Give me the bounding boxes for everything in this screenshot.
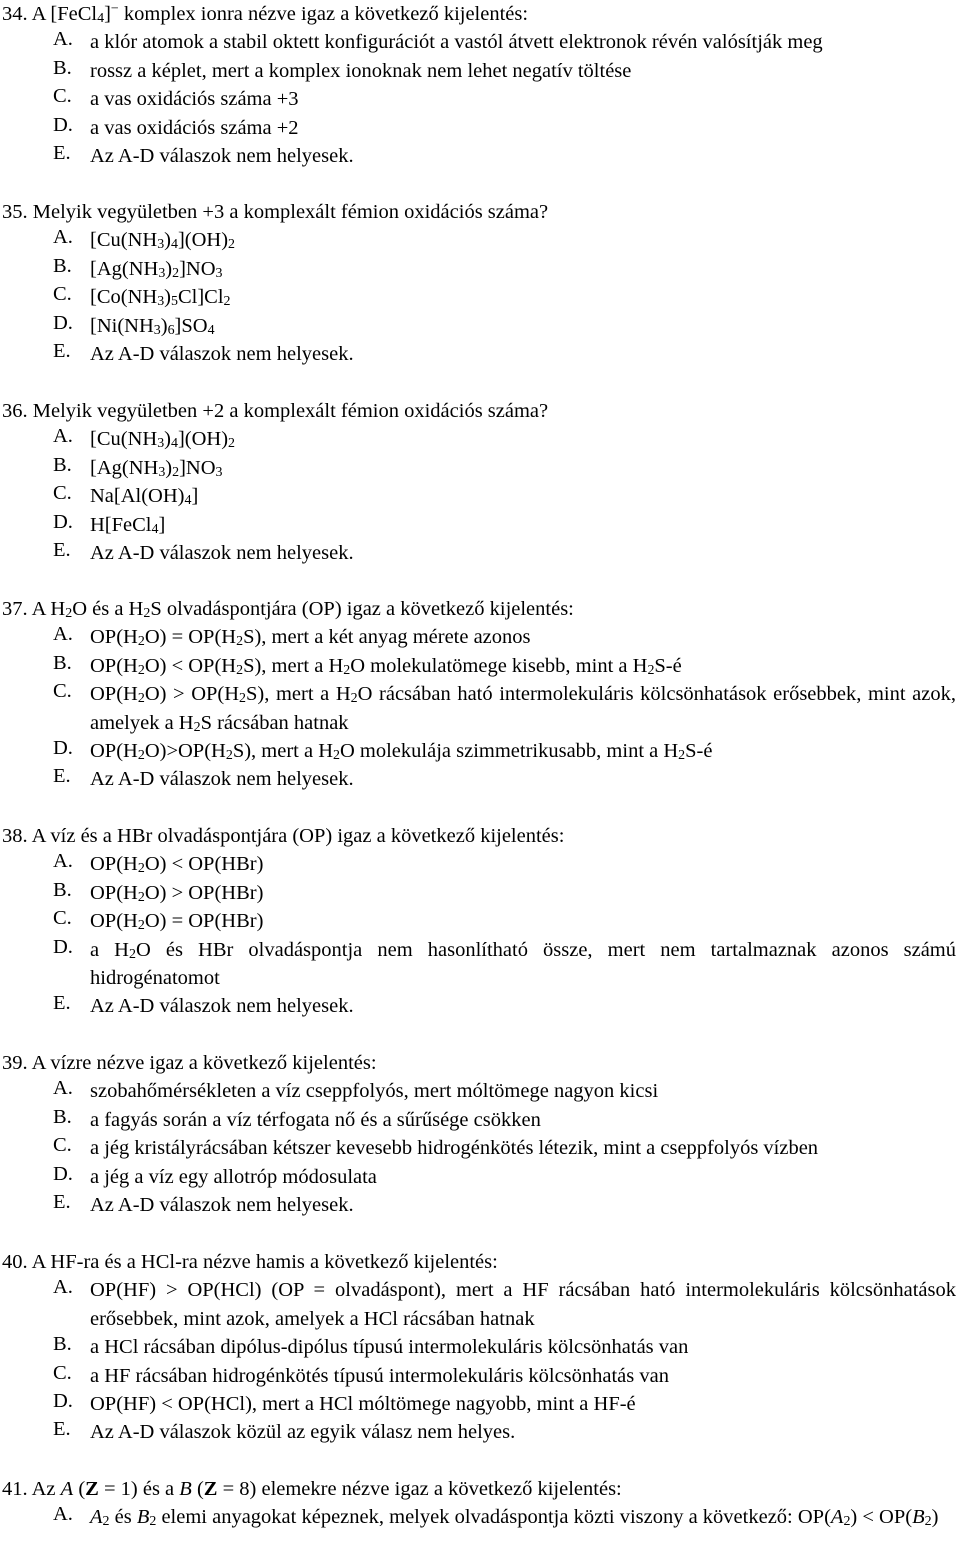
option-text: OP(HF) < OP(HCl), mert a HCl móltömege nagyobb, mint a HF-é	[90, 1393, 636, 1416]
answer-option	[2, 511, 956, 539]
option-text: a jég kristályrácsában kétszer kevesebb hidrogénkötés létezik, mint a cseppfolyós vízben	[90, 1137, 819, 1160]
answer-option	[2, 312, 956, 340]
option-text: a vas oxidációs száma +3	[90, 88, 299, 111]
option-label: A.	[53, 28, 73, 51]
question-stem: 38. A víz és a HBr olvadáspontjára (OP) igaz a következő kijelentés:	[2, 825, 565, 847]
question-stem: 35. Melyik vegyületben +3 a komplexált fémion oxidációs száma?	[2, 201, 549, 223]
option-label: C.	[53, 680, 72, 703]
answer-option	[2, 1163, 956, 1191]
option-label: E.	[53, 539, 71, 562]
option-text: H[FeCl$_4$]	[90, 513, 166, 537]
option-label: D.	[53, 1162, 73, 1185]
option-text: a klór atomok a stabil oktett konfigurációt a vastól átvett elektronok révén valósítják meg	[90, 31, 823, 54]
answer-option	[2, 482, 956, 510]
option-text: OP(HF) > OP(HCl) (OP = olvadáspont), mert a HF rácsában ható intermolekuláris kölcsönhatások erősebbek, mint azok, amelyek a HCl rácsában hatnak	[90, 1279, 956, 1330]
option-text: rossz a képlet, mert a komplex ionoknak nem lehet negatív töltése	[90, 59, 632, 82]
answer-option	[2, 992, 956, 1020]
question-q40	[2, 1248, 956, 1447]
question-q36	[2, 397, 956, 567]
option-label: A.	[53, 623, 73, 646]
question-stem: 39. A vízre nézve igaz a következő kijelentés:	[2, 1052, 377, 1074]
option-text: $OP(H_2O) = OP(HBr)$	[90, 910, 264, 934]
answer-option	[2, 226, 956, 254]
question-q41	[2, 1475, 956, 1532]
answer-option	[2, 57, 956, 85]
option-label: D.	[53, 113, 73, 136]
option-label: D.	[53, 935, 73, 958]
answer-option	[2, 1390, 956, 1418]
option-label: B.	[53, 1333, 72, 1356]
option-text: a HCl rácsában dipólus-dipólus típusú intermolekuláris kölcsönhatás van	[90, 1336, 689, 1359]
option-label: B.	[53, 878, 72, 901]
option-label: C.	[53, 1134, 72, 1157]
option-text: Az A-D válaszok nem helyesek.	[90, 1194, 354, 1217]
answer-option	[2, 283, 956, 311]
option-label: B.	[53, 56, 72, 79]
answer-option	[2, 340, 956, 368]
option-text: $OP(H_2O)>OP(H_2S)$, mert a $H_2O$ molekulája szimmetrikusabb, mint a $H_2S-é$	[90, 740, 713, 764]
option-label: B.	[53, 651, 72, 674]
option-label: B.	[53, 453, 72, 476]
answer-option	[2, 680, 956, 737]
answer-option	[2, 454, 956, 482]
answer-option	[2, 623, 956, 651]
answer-option	[2, 1362, 956, 1390]
option-text: $OP(H_2O) < OP(H_2S)$, mert a $H_2O$ molekulatömege kisebb, mint a $H_2S-é$	[90, 654, 682, 678]
option-label: A.	[53, 425, 73, 448]
option-text: a fagyás során a víz térfogata nő és a sűrűsége csökken	[90, 1108, 541, 1131]
option-label: C.	[53, 1361, 72, 1384]
option-text: Az A-D válaszok nem helyesek.	[90, 145, 354, 168]
option-label: E.	[53, 340, 71, 363]
option-text: $OP(H_2O) > OP(H_2S)$, mert a $H_2O$ rácsában ható intermolekuláris kölcsönhatások erősebbek, mint azok, amelyek a $H_2S$ rácsában hatnak	[90, 683, 956, 735]
answer-option	[2, 114, 956, 142]
option-text: Az A-D válaszok nem helyesek.	[90, 995, 354, 1018]
question-stem: 40. A HF-ra és a HCl-ra nézve hamis a következő kijelentés:	[2, 1251, 498, 1273]
option-text: $[Co(NH_3)_5Cl]Cl_2$	[90, 286, 231, 310]
option-label: A.	[53, 1077, 73, 1100]
answer-option	[2, 1418, 956, 1446]
option-label: D.	[53, 510, 73, 533]
option-label: B.	[53, 1105, 72, 1128]
option-text: $[Ni(NH_3)_6]SO_4$	[90, 314, 215, 338]
answer-option	[2, 142, 956, 170]
question-q37	[2, 595, 956, 794]
option-label: A.	[53, 850, 73, 873]
question-stem: 34. A [FeCl$_4$]− komplex ionra nézve igaz a következő kijelentés:	[2, 1, 529, 27]
question-q35	[2, 198, 956, 368]
answer-option	[2, 255, 956, 283]
answer-option	[2, 765, 956, 793]
option-text: $OP(H_2O) > OP(HBr)$	[90, 881, 264, 905]
option-text: $Na[Al(OH)_4]$	[90, 485, 199, 509]
answer-option	[2, 1276, 956, 1333]
option-text: a vas oxidációs száma +2	[90, 116, 299, 139]
option-text: $OP(H_2O) < OP(HBr)$	[90, 853, 264, 877]
option-label: E.	[53, 1191, 71, 1214]
answer-option	[2, 936, 956, 993]
answer-option	[2, 1134, 956, 1162]
option-label: A.	[53, 1503, 73, 1526]
option-label: E.	[53, 765, 71, 788]
answer-option	[2, 539, 956, 567]
option-text: $A_2$ és $B_2$ elemi anyagokat képeznek, melyek olvadáspontja közti viszony a következő: $OP(A_2) < OP(B_2)$	[90, 1506, 939, 1530]
question-stem: 37. A $H_2O$ és a $H_2S$ olvadáspontjára (OP) igaz a következő kijelentés:	[2, 598, 574, 622]
option-label: D.	[53, 1390, 73, 1413]
option-text: $[Ag(NH_3)_2]NO_3$	[90, 257, 223, 281]
answer-option	[2, 1333, 956, 1361]
question-q38	[2, 822, 956, 1021]
option-text: $[Cu(NH_3)_4](OH)_2$	[90, 428, 236, 452]
answer-option	[2, 28, 956, 56]
option-label: E.	[53, 1418, 71, 1441]
option-label: E.	[53, 142, 71, 165]
option-label: C.	[53, 482, 72, 505]
answer-option	[2, 879, 956, 907]
option-text: Az A-D válaszok nem helyesek.	[90, 542, 354, 565]
option-text: $[Ag(NH_3)_2]NO_3$	[90, 456, 223, 480]
answer-option	[2, 850, 956, 878]
option-label: C.	[53, 85, 72, 108]
option-text: a jég a víz egy allotróp módosulata	[90, 1165, 377, 1188]
option-text: Az A-D válaszok nem helyesek.	[90, 768, 354, 791]
option-label: B.	[53, 254, 72, 277]
option-label: D.	[53, 311, 73, 334]
answer-option	[2, 907, 956, 935]
answer-option	[2, 1077, 956, 1105]
question-stem: 36. Melyik vegyületben +2 a komplexált fémion oxidációs száma?	[2, 400, 549, 422]
option-label: D.	[53, 737, 73, 760]
question-q34	[2, 0, 956, 170]
option-text: a HF rácsában hidrogénkötés típusú intermolekuláris kölcsönhatás van	[90, 1364, 669, 1387]
option-label: A.	[53, 226, 73, 249]
option-label: E.	[53, 992, 71, 1015]
option-label: C.	[53, 907, 72, 930]
option-text: a $H_2O$ és HBr olvadáspontja nem hasonlítható össze, mert nem tartalmaznak azonos számú hidrogénatomot	[90, 938, 957, 990]
answer-option	[2, 737, 956, 765]
option-text: $OP(H_2O) = OP(H_2S)$, mert a két anyag mérete azonos	[90, 626, 531, 650]
option-label: A.	[53, 1276, 73, 1299]
answer-option	[2, 1106, 956, 1134]
answer-option	[2, 425, 956, 453]
option-text: Az A-D válaszok közül az egyik válasz nem helyes.	[90, 1421, 516, 1444]
option-text: Az A-D válaszok nem helyesek.	[90, 343, 354, 366]
answer-option	[2, 1191, 956, 1219]
question-stem: 41. Az A (Z = 1) és a B (Z = 8) elemekre nézve igaz a következő kijelentés:	[2, 1478, 622, 1500]
option-label: C.	[53, 283, 72, 306]
answer-option	[2, 1503, 956, 1531]
answer-option	[2, 652, 956, 680]
option-text: $[Cu(NH_3)_4](OH)_2$	[90, 229, 236, 253]
answer-option	[2, 85, 956, 113]
question-q39	[2, 1049, 956, 1219]
option-text: szobahőmérsékleten a víz cseppfolyós, mert móltömege nagyon kicsi	[90, 1080, 659, 1103]
